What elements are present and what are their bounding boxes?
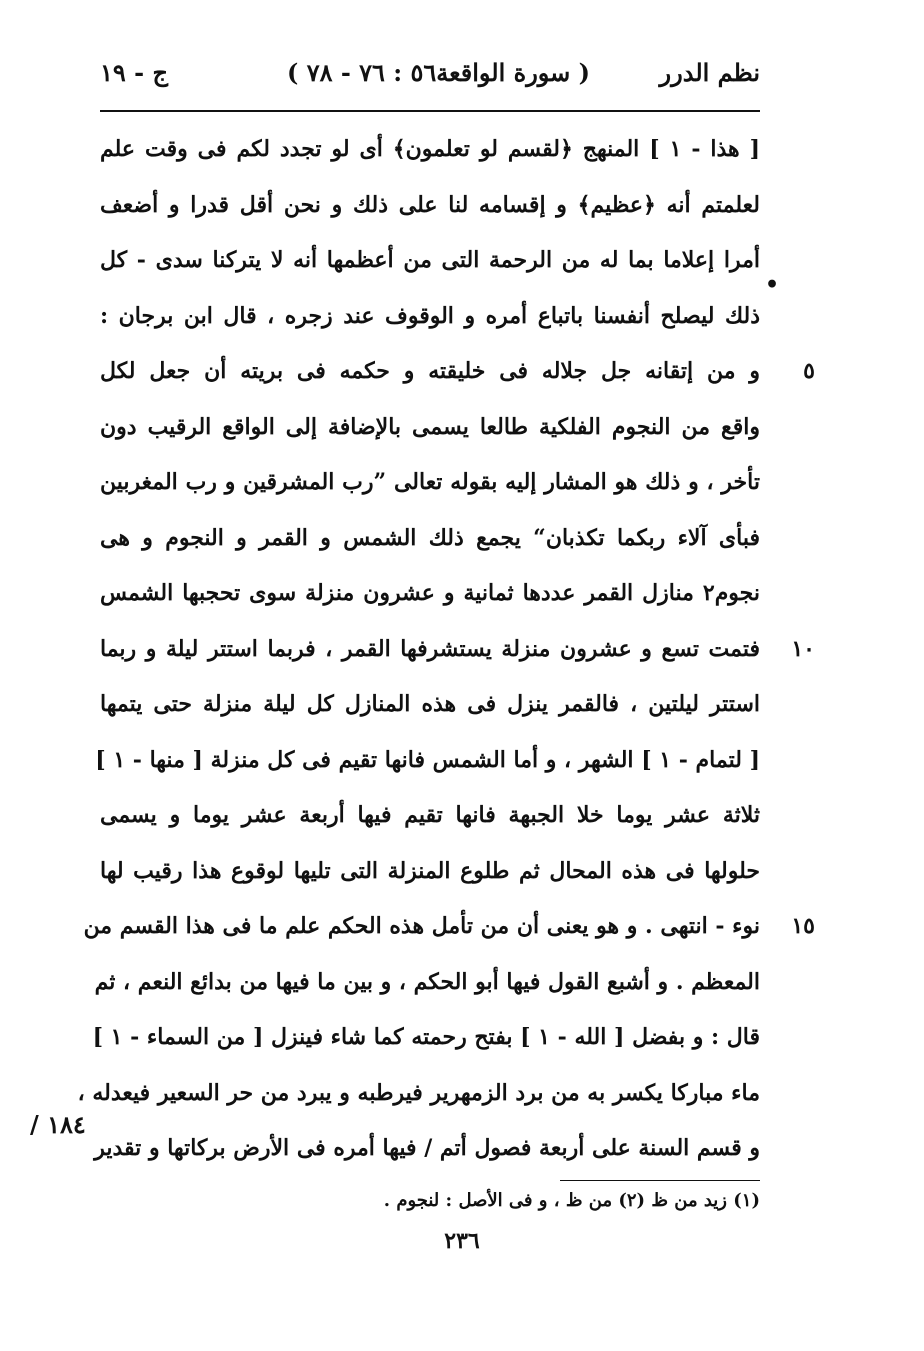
text-line <box>94 955 760 1011</box>
text-line <box>100 344 815 400</box>
line-text: المعظم . و أشبع القول فيها أبو الحكم ، و بين ما فيها من بدائع النعم ، ثم <box>94 968 760 995</box>
line-number: ٥ <box>803 358 815 384</box>
text-line <box>100 455 760 511</box>
book-title: نظم الدرر <box>659 58 760 87</box>
text-line <box>100 233 760 289</box>
line-text: استتر ليلتين ، فالقمر ينزل فى هذه المنازل كل ليلة منزلة حتى يتمها <box>100 691 760 717</box>
line-text: واقع من النجوم الفلكية طالعا يسمى بالإضافة إلى الواقع الرقيب دون <box>100 413 760 440</box>
line-text: قال : و بفضل [ الله - ١ ] بفتح رحمته كما شاء فينزل [ من السماء - ١ ] <box>92 1024 760 1050</box>
text-line <box>100 122 760 178</box>
text-line <box>100 289 760 345</box>
surah-reference: ( سورة الواقعة٥٦ : ٧٦ - ٧٨ ) <box>286 58 590 87</box>
line-text: [ هذا - ١ ] المنهج ﴿لقسم لو تعلمون﴾ أى لو تجدد لكم فى وقت علم <box>100 136 760 162</box>
line-text: نوء - انتهى . و هو يعنى أن من تأمل هذه الحكم علم ما فى هذا القسم من <box>83 913 760 939</box>
text-line <box>94 1121 760 1177</box>
text-line <box>100 677 760 733</box>
line-text: و من إتقانه جل جلاله فى خليقته و حكمه فى بريته أن جعل لكل <box>100 358 760 384</box>
line-number: ١٠ <box>791 635 815 662</box>
line-text: [ لتمام - ١ ] الشهر ، و أما الشمس فانها تقيم فى كل منزلة [ منها - ١ ] <box>95 746 760 773</box>
line-text: تأخر ، و ذلك هو المشار إليه بقوله تعالى ”رب المشرقين و رب المغربين <box>100 469 760 495</box>
line-text: فبأى آلاء ربكما تكذبان“ يجمع ذلك الشمس و القمر و النجوم و هى <box>100 524 760 551</box>
text-line <box>92 1010 760 1066</box>
page-number: ٢٣٦ <box>444 1228 480 1254</box>
text-line <box>100 844 760 900</box>
page-header <box>100 58 760 102</box>
line-text: نجوم٢ منازل القمر عددها ثمانية و عشرون منزلة سوى تحجبها الشمس <box>100 580 760 606</box>
line-text: ثلاثة عشر يوما خلا الجبهة فانها تقيم فيها أربعة عشر يوما و يسمى <box>100 802 760 828</box>
text-line <box>77 1066 760 1122</box>
footnote-rule <box>560 1180 760 1181</box>
text-line <box>95 733 760 789</box>
line-text: و قسم السنة على أربعة فصول أتم / فيها أمره فى الأرض بركاتها و تقدير <box>94 1135 760 1161</box>
text-line <box>100 566 760 622</box>
line-text: لعلمتم أنه ﴿عظيم﴾ و إقسامه لنا على ذلك و نحن أقل قدرا و أضعف <box>100 191 760 218</box>
text-line <box>100 622 815 678</box>
margin-marker: • <box>765 272 780 298</box>
text-line <box>100 511 760 567</box>
text-line <box>100 788 760 844</box>
line-text: حلولها فى هذه المحال ثم طلوع المنزلة التى تليها لوقوع هذا رقيب لها <box>100 857 760 884</box>
text-line <box>83 899 815 955</box>
header-rule <box>100 110 760 112</box>
text-line <box>100 178 760 234</box>
line-text: فتمت تسع و عشرون منزلة يستشرفها القمر ، فربما استتر ليلة و ربما <box>100 635 760 662</box>
footnote: (١) زيد من ظ (٢) من ظ ، و فى الأصل : لنجوم . <box>383 1190 760 1211</box>
line-number: ١٥ <box>791 913 815 939</box>
body-text <box>77 122 815 1177</box>
text-line <box>100 400 760 456</box>
line-text: ذلك ليصلح أنفسنا باتباع أمره و الوقوف عند زجره ، قال ابن برجان : <box>100 302 760 329</box>
margin-folio-note: ١٨٤ / <box>30 1110 86 1139</box>
line-text: ماء مباركا يكسر به من برد الزمهرير فيرطبه و يبرد من حر السعير فيعدله ، <box>77 1079 760 1106</box>
part-number: ج - ١٩ <box>100 58 168 87</box>
line-text: أمرا إعلاما بما له من الرحمة التى من أعظمها أنه لا يتركنا سدى - كل <box>100 247 760 273</box>
